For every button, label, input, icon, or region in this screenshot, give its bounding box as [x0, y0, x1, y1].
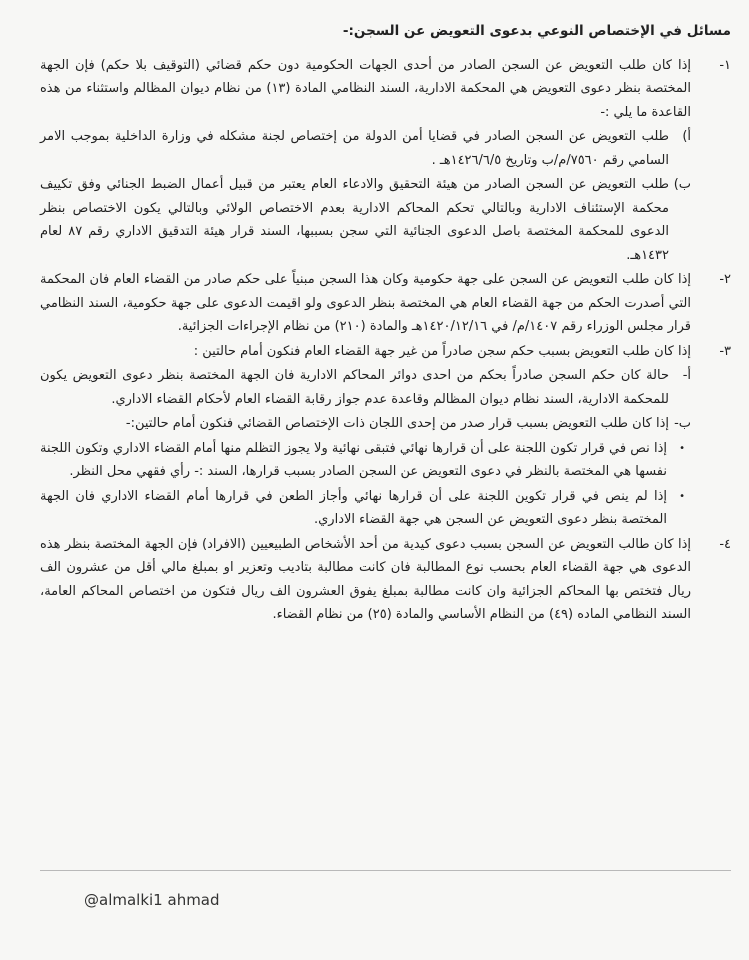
sub-item	[40, 412, 691, 436]
sub-item	[40, 364, 691, 411]
item-text: إذا كان طلب التعويض بسبب حكم سجن صادراً من غير جهة القضاء العام فنكون أمام حالتين :	[193, 343, 691, 359]
bullet-icon: •	[679, 442, 685, 454]
list-item	[40, 54, 731, 125]
sub-item-text: طلب التعويض عن السجن الصادر في قضايا أمن الدولة من إختصاص لجنة مشكله في وزارة الداخلية بموجب الامر السامي رقم ٧٥٦٠/م/ب وتاريخ ١٤٢٦/٦/٥هـ .	[40, 129, 669, 168]
bullet-text: إذا لم ينص في قرار تكوين اللجنة على أن قرارها نهائي وأجاز الطعن في قرارها أمام القضاء الاداري فان الجهة المختصة بنظر دعوى التعويض عن السجن هي جهة القضاء الاداري.	[40, 488, 667, 527]
author-handle: @almalki1 ahmad	[84, 891, 220, 909]
sub-item-label: ب)	[673, 177, 691, 192]
bullet-icon: •	[679, 490, 685, 502]
bullet-item	[40, 485, 685, 532]
sub-item-label: ب-	[674, 416, 691, 431]
item-text: إذا كان طلب التعويض عن السجن الصادر من أحدى الجهات الحكومية دون حكم قضائي (التوقيف بلا حكم) فإن الجهة المختصة بنظر دعوى التعويض هي المحكمة الادارية، السند النظامي المادة (١٣) من نظام ديوان المظالم واستثناء من هذه القاعدة ما يلي :-	[40, 57, 691, 120]
sub-item-label: أ)	[682, 129, 691, 144]
item-number: ٤-	[719, 536, 731, 552]
item-text: إذا كان طالب التعويض عن السجن بسبب دعوى كيدية من أحد الأشخاص الطبيعيين (الافراد) فإن الجهة المختصة بنظر هذه الدعوى هي جهة القضاء العام بحسب نوع المطالبة فان كانت مطالبة بتاديب وتعزير او بمبلغ مالي أقل من عشرون الف ريال فتختص بها المحاكم الجزائية وان كانت مطالبة بمبلغ يفوق العشرون الف ريال فتكون من اختصاص المحاكم العامة، السند النظامي الماده (٤٩) من النظام الأساسي والمادة (٢٥) من نظام القضاء.	[40, 536, 691, 622]
sub-item-label: أ-	[682, 368, 691, 383]
bullet-item	[40, 437, 685, 484]
document-body	[40, 20, 731, 628]
list-item	[40, 268, 731, 339]
item-number: ٢-	[719, 272, 731, 287]
list-item	[40, 340, 731, 364]
sub-item-text: حالة كان حكم السجن صادراً بحكم من احدى دوائر المحاكم الادارية فان الجهة المختصة بنظر دعوى التعويض يكون للمحكمة الادارية، السند نظام ديوان المظالم وقاعدة عدم جواز رقابة القضاء العام لأحكام القضاء الاداري.	[40, 368, 669, 407]
sub-item-text: طلب التعويض عن السجن الصادر من هيئة التحقيق والادعاء العام يعتبر من قبيل أعمال الضبط الجنائي وفق تكييف محكمة الإستئناف الادارية وبالتالي تحكم المحاكم الادارية بعدم الاختصاص الولائي وبالتالي يكون الاختصاص بنظر الدعوى للمحكمة المختصة باصل الدعوى الجنائية التي سجن بسببها، السند قرار هيئة التدقيق الاداري رقم ٨٧ لعام ١٤٣٢هـ.	[40, 177, 669, 263]
sub-item	[40, 173, 691, 267]
sub-item-text: إذا كان طلب التعويض بسبب قرار صدر من إحدى اللجان ذات الإختصاص القضائي فنكون أمام حالتين:-	[125, 416, 669, 431]
divider	[40, 870, 731, 871]
item-number: ٣-	[719, 343, 731, 359]
sub-item	[40, 125, 691, 172]
document-title: مسائل في الإختصاص النوعي بدعوى التعويض عن السجن:-	[342, 23, 731, 39]
list-item	[40, 533, 731, 627]
item-number: ١-	[719, 57, 731, 73]
bullet-text: إذا نص في قرار تكون اللجنة على أن قرارها نهائي فتبقى نهائية ولا يجوز التظلم منها أمام القضاء الاداري وتكون اللجنة نفسها هي المختصة بالنظر في دعوى التعويض عن السجن الصادر بسبب قرارها، السند :- رأي فقهي محل النظر.	[40, 440, 667, 479]
item-text: إذا كان طلب التعويض عن السجن على جهة حكومية وكان هذا السجن مبنياً على حكم صادر من القضاء العام فان المحكمة التي أصدرت الحكم من جهة القضاء العام هي المختصة بنظر الدعوى ولو اقيمت الدعوى على جهة حكومية، السند النظامي قرار مجلس الوزراء رقم ١٤٠٧/م/ في ١٤٢٠/١٢/١٦هـ والمادة (٢١٠) من نظام الإجراءات الجزائية.	[40, 272, 691, 334]
